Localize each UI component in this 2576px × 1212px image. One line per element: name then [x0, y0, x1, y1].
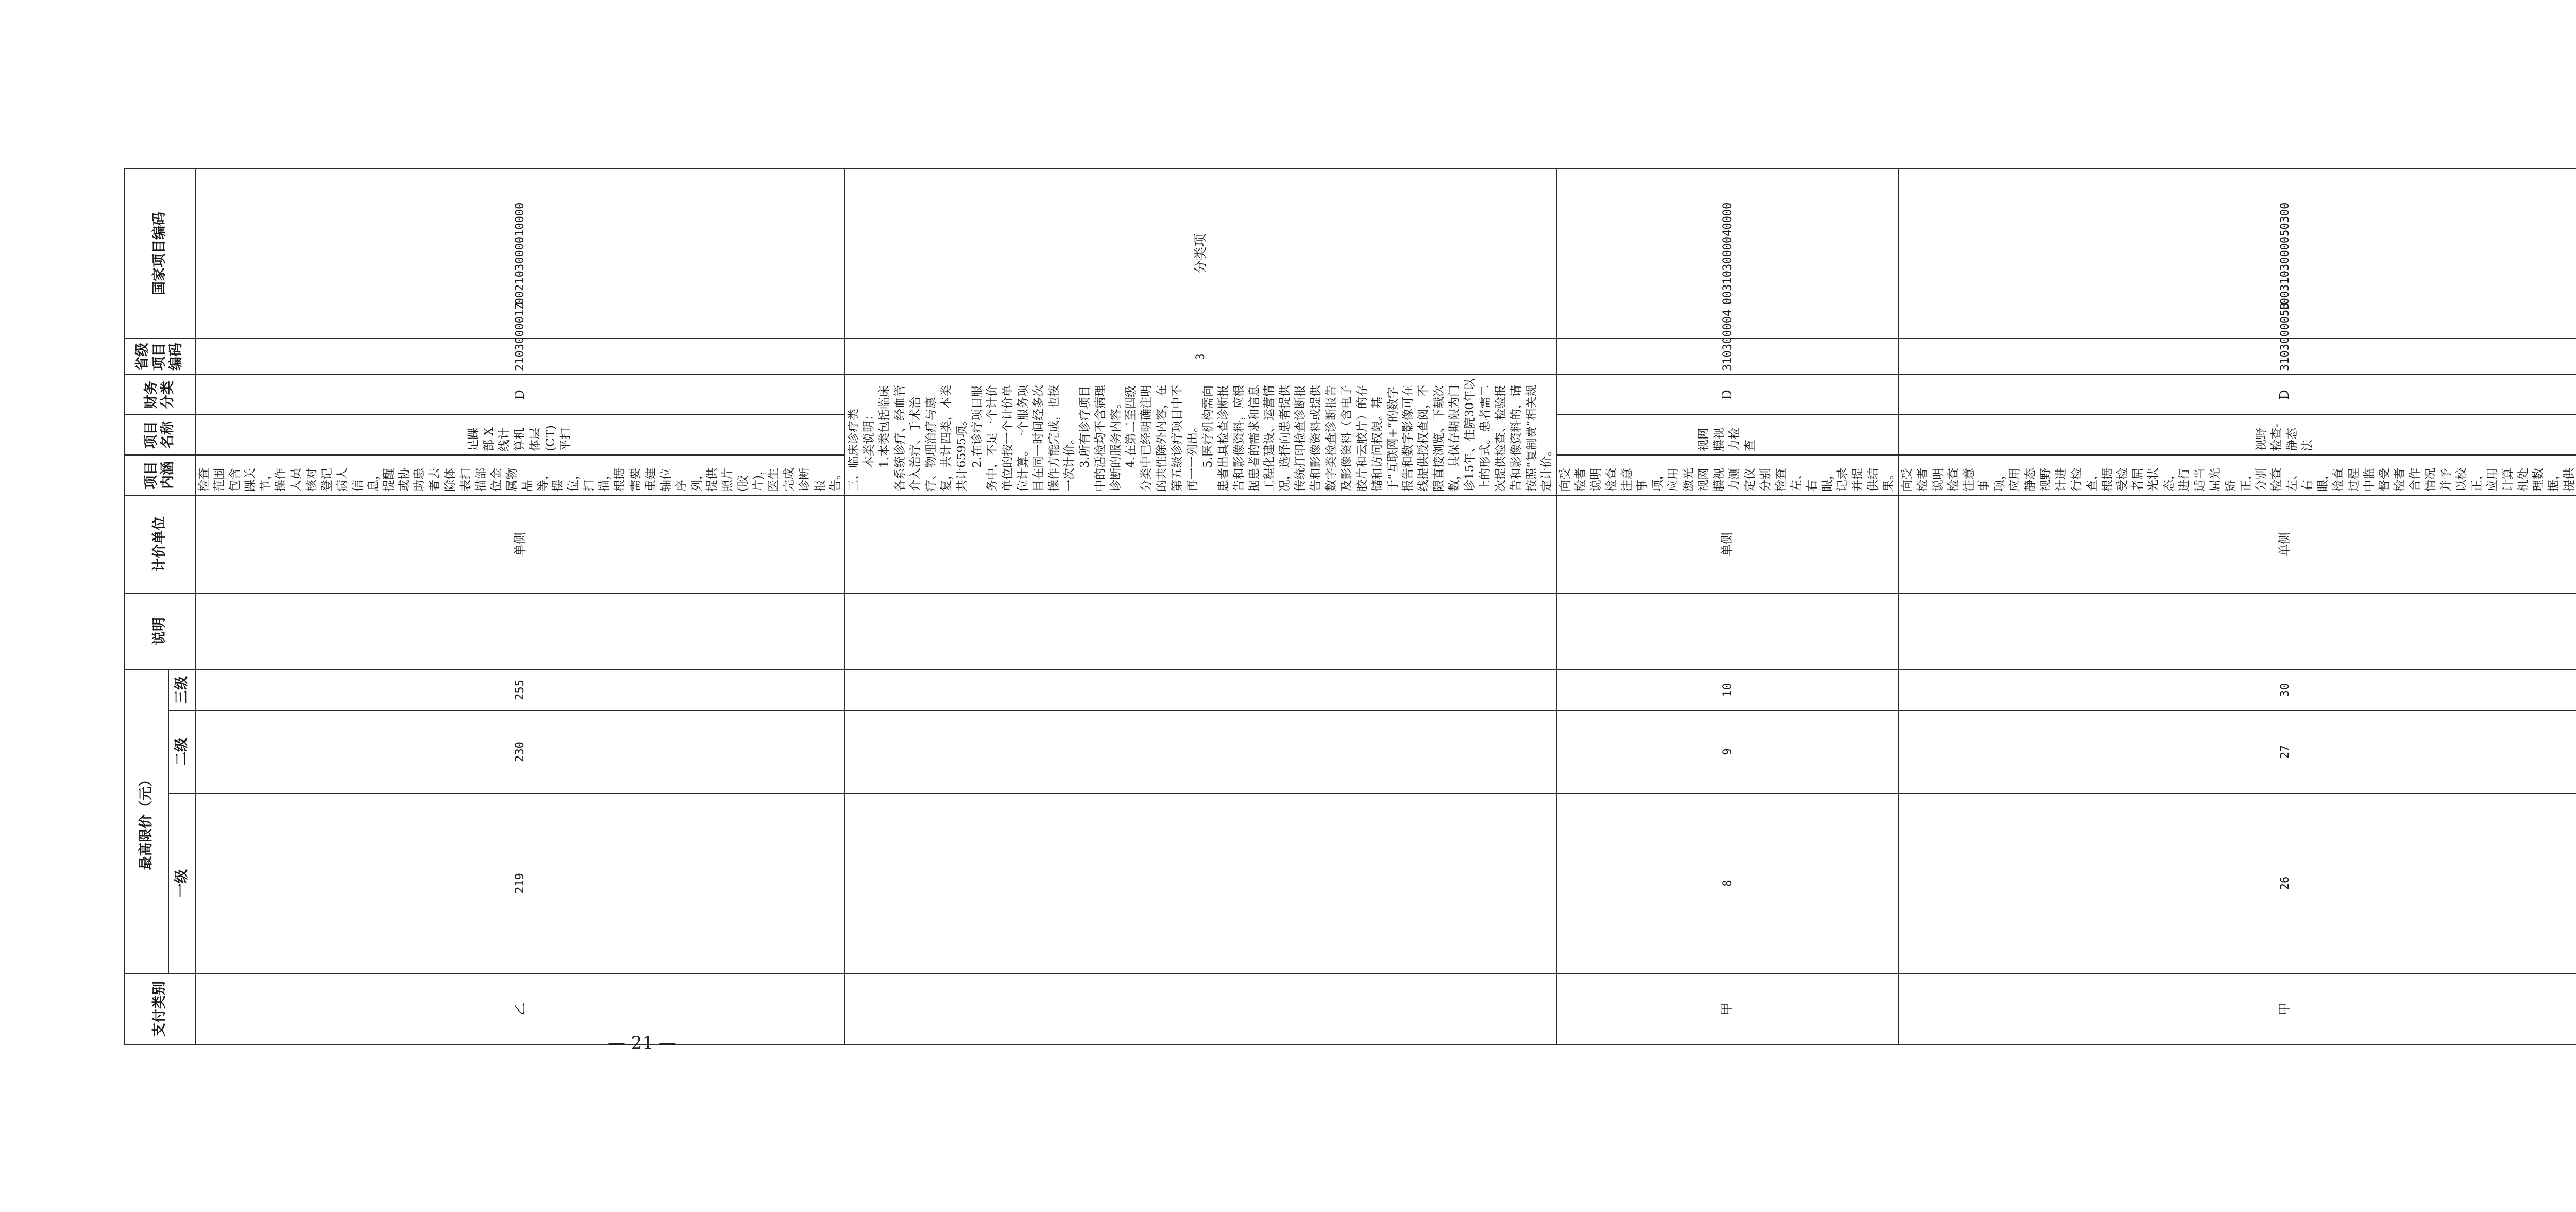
header-pricing-unit: 计价单位	[124, 495, 195, 593]
description-cell	[1556, 593, 1899, 669]
level1-price-cell: 219	[195, 793, 845, 973]
section-provincial-code-cell: 3	[845, 339, 1556, 375]
section-empty-cell	[845, 973, 1556, 1045]
item-name-cell: 视野检查-静态法	[1899, 415, 2576, 455]
level1-price-cell: 8	[1556, 793, 1899, 973]
provincial-code-cell: 310300004	[1556, 339, 1899, 375]
section-empty-cell	[845, 593, 1556, 669]
provincial-code-cell: 310300005B	[1899, 339, 2576, 375]
page-number: — 21 —	[608, 1033, 676, 1053]
finance-category-cell: D	[1556, 375, 1899, 415]
header-level2: 二级	[168, 711, 195, 793]
payment-category-cell: 甲	[1556, 973, 1899, 1045]
item-content-cell: 检查范围包含踝关节，操作人员核对登记病人信息，提醒或协助患者去除体表扫描部位金属物品等，摆位，扫描，根据需要重建轴位序列，提供照片(胶片)，医生完成诊断报告。	[195, 455, 845, 495]
item-name-cell: 视网膜视力检查	[1556, 415, 1899, 455]
header-finance-category: 财务分类	[124, 375, 195, 415]
header-level1: 一级	[168, 793, 195, 973]
section-national-code-cell: 分类项	[845, 169, 1556, 339]
section-empty-cell	[845, 793, 1556, 973]
description-cell	[1899, 593, 2576, 669]
header-item-content: 项目内涵	[124, 455, 195, 495]
table-row	[1899, 169, 2576, 1045]
table-row	[195, 169, 845, 1045]
header-provincial-code: 省级项目编码	[124, 339, 195, 375]
header-national-code: 国家项目编码	[124, 169, 195, 339]
pricing-unit-cell: 单侧	[1899, 495, 2576, 593]
section-line: 1.本类包括临床各系统诊疗、经血管介入治疗、手术治疗、物理治疗与康复，共计四类，本类共计6595项。	[878, 384, 969, 492]
price-table	[124, 168, 2576, 1045]
national-code-cell: 003103000050300	[1899, 169, 2576, 339]
level1-price-cell: 26	[1899, 793, 2576, 973]
national-code-cell: 003103000040000	[1556, 169, 1899, 339]
rotated-table-container	[124, 170, 2576, 1045]
level2-price-cell: 230	[195, 711, 845, 793]
level2-price-cell: 9	[1556, 711, 1899, 793]
level3-price-cell: 255	[195, 669, 845, 711]
national-code-cell: 002103000010000	[195, 169, 845, 339]
description-cell	[195, 593, 845, 669]
section-line: 本类说明：	[862, 408, 876, 468]
header-description: 说明	[124, 593, 195, 669]
pricing-unit-cell: 单侧	[195, 495, 845, 593]
section-line: 5.医疗机构需向患者出具检查诊断报告和影像资料，应根据患者的需求和信息工程化建设、运营情况，选择向患者提供传统打印检查诊断报告和影像资料或提供数字类检查诊断报告及影像资料（含电子胶片和云胶片）的存储和访问权限。基于“互联网+”的数字报告和数字影像可在线提供授权查阅，不限直接浏览、下载次数，其保存期限为门诊15年、住院30年以上的形式。患者需二次提供检查、检验报告和影像资料的，请按照“复制费”相关规定计价。	[1201, 378, 1554, 492]
section-empty-cell	[845, 669, 1556, 711]
finance-category-cell: D	[195, 375, 845, 415]
section-description-cell	[845, 375, 1556, 495]
header-level3: 三级	[168, 669, 195, 711]
payment-category-cell: 甲	[1899, 973, 2576, 1045]
section-line: 三、临床诊疗类	[847, 408, 861, 492]
item-content-cell: 向受检者说明检查注意事项，应用静态视野计进行检查，根据受检者屈光状态，进行适当屈光矫正，分别检查左、右眼，检查过程中监督受检者合作情况并予以校正，应用计算机处理数据，提供	[1899, 455, 2576, 495]
header-payment-category: 支付类别	[124, 973, 195, 1045]
header-item-name: 项目名称	[124, 415, 195, 455]
header-max-price: 最高限价（元）	[124, 669, 168, 973]
section-row	[845, 169, 1556, 1045]
section-line: 4.在第二至四级分类中已经明确注明的共性除外内容，在第五级诊疗项目中不再一一列出。	[1124, 384, 1199, 492]
section-empty-cell	[845, 495, 1556, 593]
level2-price-cell: 27	[1899, 711, 2576, 793]
level3-price-cell: 30	[1899, 669, 2576, 711]
item-name-cell: 足踝部 X 线计算机体层(CT)平扫	[195, 415, 845, 455]
provincial-code-cell: 210300001Z	[195, 339, 845, 375]
payment-category-cell: 乙	[195, 973, 845, 1045]
level3-price-cell: 10	[1556, 669, 1899, 711]
pricing-unit-cell: 单侧	[1556, 495, 1899, 593]
finance-category-cell: D	[1899, 375, 2576, 415]
item-content-cell: 向受检者说明检查注意事项，应用激光视网膜视力测定仪分别检查左、右眼，记录并提供结果。	[1556, 455, 1899, 495]
section-line: 2.在诊疗项目服务中，不足一个计价单位的按一个计价单位计算。一个服务项目在同一时间经多次操作方能完成，也按一次计价。	[970, 384, 1076, 492]
section-line: 3.所有诊疗项目中的活检均不含病理诊断的服务内容。	[1078, 384, 1123, 492]
table-row	[1556, 169, 1899, 1045]
section-empty-cell	[845, 711, 1556, 793]
